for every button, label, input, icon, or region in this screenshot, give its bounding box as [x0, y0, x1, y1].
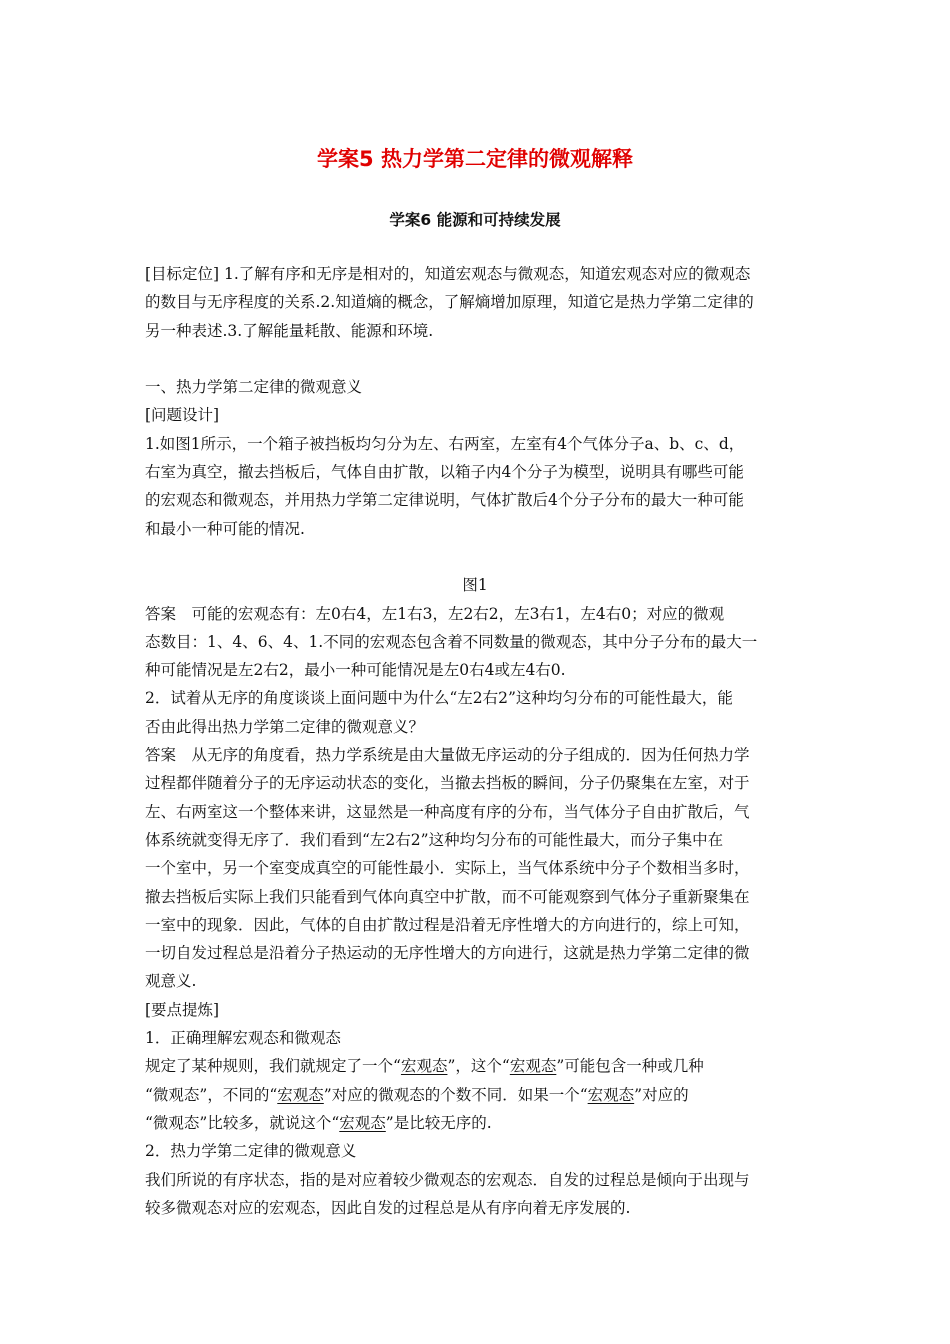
answer-1-line: 答案 可能的宏观态有：左0右4，左1右3，左2右2，左3右1，左4右0；对应的微观: [145, 604, 725, 623]
section-heading: 一、热力学第二定律的微观意义: [145, 378, 363, 397]
objective-line: 的数目与无序程度的关系.2.知道熵的概念，了解熵增加原理，知道它是热力学第二定律的: [145, 293, 754, 312]
question-1-line: 1.如图1所示，一个箱子被挡板均匀分为左、右两室，左室有4个气体分子a、b、c、d，: [145, 434, 745, 453]
figure-caption: 图1: [462, 576, 488, 595]
objective-line: 另一种表述.3.了解能量耗散、能源和环境.: [145, 321, 434, 340]
text-run: ”对应的微观态的个数不同．如果一个“: [323, 1085, 588, 1104]
keypoint-1-line: [145, 1109, 805, 1137]
underlined-blank: 宏观态: [587, 1085, 635, 1104]
objective-line: [目标定位] 1.了解有序和无序是相对的，知道宏观态与微观态，知道宏观态对应的微观态: [145, 265, 751, 283]
answer-2-line: 左、右两室这一个整体来讲，这显然是一种高度有序的分布，当气体分子自由扩散后，气: [145, 802, 750, 821]
keypoint-1-line: [145, 1081, 805, 1109]
text-run: “微观态”，不同的“: [145, 1085, 278, 1104]
underlined-blank: 宏观态: [339, 1113, 386, 1132]
answer-2-line: 一切自发过程总是沿着分子热运动的无序性增大的方向进行，这就是热力学第二定律的微: [145, 944, 750, 963]
answer-1-line: 种可能情况是左2右2，最小一种可能情况是左0右4或左4右0.: [145, 661, 566, 680]
underlined-blank: 宏观态: [277, 1085, 324, 1104]
text-run: ”，这个“: [447, 1057, 510, 1076]
answer-2-line: 答案 从无序的角度看，热力学系统是由大量做无序运动的分子组成的．因为任何热力学: [145, 746, 750, 765]
document-body: [145, 260, 805, 1222]
text-run: 规定了某种规则，我们就规定了一个“: [145, 1057, 401, 1076]
text-run: ”可能包含一种或几种: [556, 1057, 704, 1076]
question-label: [问题设计]: [145, 406, 220, 425]
answer-2-line: 撤去挡板后实际上我们只能看到气体向真空中扩散，而不可能观察到气体分子重新聚集在: [145, 887, 750, 906]
question-2-line: 否由此得出热力学第二定律的微观意义？: [145, 717, 425, 736]
answer-2-line: 体系统就变得无序了．我们看到“左2右2”这种均匀分布的可能性最大，而分子集中在: [145, 830, 724, 849]
spacer: [145, 543, 805, 571]
question-1-line: 和最小一种可能的情况.: [145, 519, 305, 538]
answer-2-line: 一室中的现象．因此，气体的自由扩散过程是沿着无序性增大的方向进行的，综上可知，: [145, 915, 750, 934]
text-run: ”对应的: [634, 1085, 689, 1104]
keypoint-2-heading: 2．热力学第二定律的微观意义: [145, 1142, 357, 1161]
keypoint-2-line: 较多微观态对应的宏观态，因此自发的过程总是从有序向着无序发展的.: [145, 1198, 631, 1217]
answer-2-line: 一个室中，另一个室变成真空的可能性最小．实际上，当气体系统中分子个数相当多时，: [145, 859, 750, 878]
page-title: 学案5 热力学第二定律的微观解释: [317, 147, 633, 171]
underlined-blank: 宏观态: [509, 1057, 557, 1076]
question-1-line: 的宏观态和微观态，并用热力学第二定律说明，气体扩散后4个分子分布的最大一种可能: [145, 491, 744, 510]
keypoint-2-line: 我们所说的有序状态，指的是对应着较少微观态的宏观态．自发的过程总是倾向于出现与: [145, 1170, 750, 1189]
question-2-line: 2．试着从无序的角度谈谈上面问题中为什么“左2右2”这种均匀分布的可能性最大，能: [145, 689, 733, 708]
answer-1-line: 态数目：1、4、6、4、1.不同的宏观态包含着不同数量的微观态，其中分子分布的最大一: [145, 632, 758, 651]
text-run: “微观态”比较多，就说这个“: [145, 1113, 340, 1132]
text-run: ”是比较无序的.: [385, 1113, 492, 1132]
keypoint-1-heading: 1．正确理解宏观态和微观态: [145, 1029, 341, 1048]
keypoint-1-line: [145, 1052, 805, 1080]
question-1-line: 右室为真空，撤去挡板后，气体自由扩散，以箱子内4个分子为模型，说明具有哪些可能: [145, 463, 744, 482]
answer-2-line: 观意义.: [145, 972, 197, 991]
underlined-blank: 宏观态: [400, 1057, 448, 1076]
spacer: [145, 345, 805, 373]
answer-2-line: 过程都伴随着分子的无序运动状态的变化，当撤去挡板的瞬间，分子仍聚集在左室，对于: [145, 774, 750, 793]
keypoints-label: [要点提炼]: [145, 1000, 220, 1019]
page-subtitle: 学案6 能源和可持续发展: [389, 211, 561, 229]
